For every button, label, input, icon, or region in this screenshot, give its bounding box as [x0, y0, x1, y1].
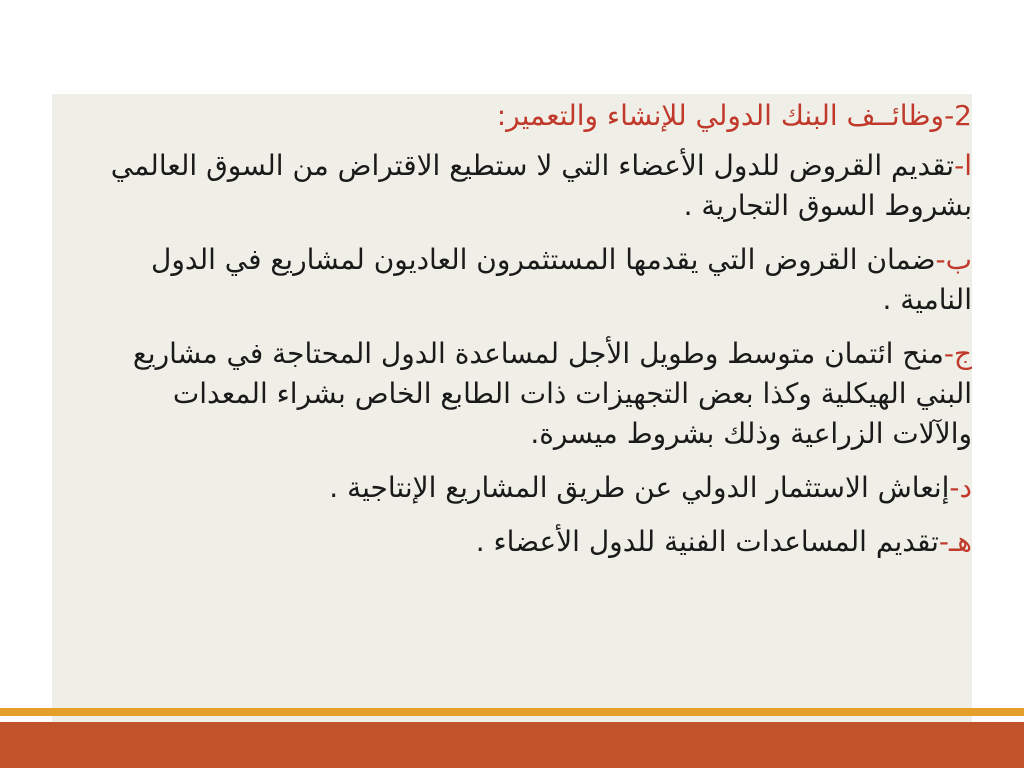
item-marker: هـ-	[938, 525, 972, 558]
bottom-band	[0, 722, 1024, 768]
item-text: منح ائتمان متوسط وطويل الأجل لمساعدة الدول المحتاجة في مشاريع البني الهيكلية وكذا بعض التجهيزات ذات الطابع الخاص بشراء المعدات والآلات الزراعية وذلك بشروط ميسرة.	[132, 337, 972, 450]
item-marker: ا-	[954, 149, 972, 182]
item-marker: د-	[949, 471, 972, 504]
list-item-c	[92, 334, 972, 454]
heading-text: وظائــف البنك الدولي للإنشاء والتعمير:	[496, 99, 945, 132]
list-item-e	[92, 522, 972, 562]
section-heading	[92, 96, 972, 136]
item-text: إنعاش الاستثمار الدولي عن طريق المشاريع الإنتاجية .	[329, 471, 950, 504]
item-marker: ب-	[935, 243, 972, 276]
item-marker: ج-	[943, 337, 972, 370]
item-text: تقديم المساعدات الفنية للدول الأعضاء .	[475, 525, 939, 558]
item-text: تقديم القروض للدول الأعضاء التي لا ستطيع الاقتراض من السوق العالمي بشروط السوق التجارية .	[110, 149, 972, 222]
list-item-d	[92, 468, 972, 508]
list-item-a	[92, 146, 972, 226]
item-text: ضمان القروض التي يقدمها المستثمرون العاديون لمشاريع في الدول النامية .	[151, 243, 972, 316]
heading-number: 2-	[944, 99, 972, 132]
list-item-b	[92, 240, 972, 320]
text-block	[92, 96, 972, 576]
bottom-accent-stripe	[0, 708, 1024, 716]
